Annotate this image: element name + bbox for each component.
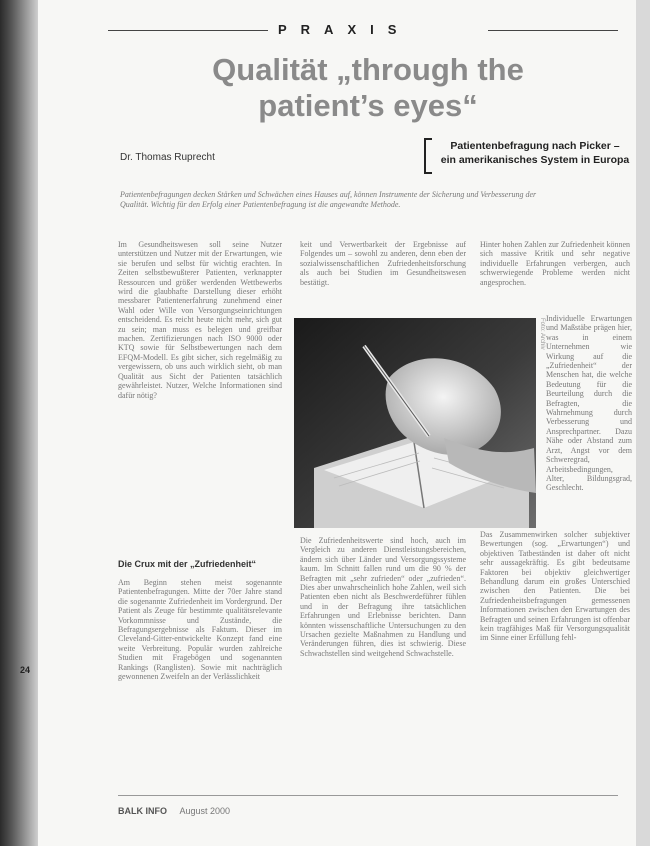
lead-paragraph: Patientenbefragungen decken Stärken und Schwächen eines Hauses auf, können Instrumente der Sicherung und Verbesserung der Qualität. Wichtig für den Erfolg einer Patientenbefragung ist die angewandte Methode. xyxy=(120,190,537,209)
column-3-text-mid: Individuelle Erwartungen und Maßstäbe prägen hier, was in einem Unternehmen wie Wirkung auf die „Zufriedenheit“ der Menschen hat, die welche Bedeutung für die Beurteilung durch die Befragten, die Wahrnehmung durch Verbesserung und Ansprechpartner. Dazu Nähe oder Abstand zum Arzt, Angst vor dem Schweregrad, Arbeitsbedingungen, Alter, Bildungsgrad, Geschlecht. xyxy=(546,314,632,493)
footer-brand: BALK INFO xyxy=(118,806,167,816)
column-3-text-bottom: Das Zusammenwirken solcher subjektiver Bewertungen (sog. „Erwartungen“) und objektiven Tatbeständen ist daher oft nicht sehr aussagekräftig. Es gibt bedeutsame Faktoren bei objektiv gleichwertiger Behandlung darum ein großes Unterschied zwischen den Patienten. Die bei Zufriedenheitsbefragungen gemessenen Informationen zwischen den Erwartungen des Befragten und seinen Erfahrungen ist offenbar kein tragfähiges Maß für Versorgungsqualität im Sinne einer Erfüllung fehl- xyxy=(480,530,630,643)
header-rule-left xyxy=(108,30,268,31)
author-name: Dr. Thomas Ruprecht xyxy=(120,152,215,163)
column-2-text-bottom: Die Zufriedenheitswerte sind hoch, auch im Vergleich zu anderen Dienstleistungsbereichen, ändern sich über Länder und Versorgungssysteme kaum. Im Schnitt fallen rund um die 90 % der Befragten mit „sehr zufrieden“ oder „zufrieden“. Dies aber unwahrscheinlich hohe Zahlen, weil sich Patienten eben nicht als Beschwerdeführer fühlen und in der Befragung ihre tatsächlichen Erfahrungen und Erlebnisse berichten. Dann könnten wissenschaftliche Untersuchungen zu den Ursachen gezielte Maßnahmen zu Handlung und Veränderungen führen, dies ist schwierig. Diese Schwachstellen sind weitgehend Schwachstelle. xyxy=(300,536,466,658)
header-rule-right xyxy=(488,30,618,31)
column-1-text: Im Gesundheitswesen soll seine Nutzer unterstützen und Nutzer mit der Erwartungen, wie sie berufen und selbst für wichtig erachten. In Zeiten selbstbewußterer Patienten, verknappter Ressourcen und größer werdenden Wettbewerbs wird die glaubhafte Darstellung dieser erhöht messbarer Patientenerfahrung zunehmend einer Wahl oder Wille von Versorgungseinrichtungen entscheidend. Es reicht heute nicht mehr, sich gut zu sein; man muss es belegen und greifbar machen. Zertifizierungen nach ISO 9000 oder KTQ sowie für Selbstbewertungen nach dem EFQM-Modell. Es gibt sicher, sich regelmäßig zu vergewissern, ob uns auch wirklich sieht, ob man Qualität aus Sicht der Patienten tatsächlich gewährleistet. Nutzer, Welche Informationen sind dafür nötig? xyxy=(118,240,282,400)
page-gutter-shadow xyxy=(0,0,38,846)
column-3-text-top: Hinter hohen Zahlen zur Zufriedenheit können sich massive Kritik und sehr negative individuelle Erfahrungen verbergen, auch schwerwiegende Probleme werden nicht angesprochen. xyxy=(480,240,630,287)
column-2-text-top: keit und Verwertbarkeit der Ergebnisse auf Folgendes um – sowohl zu anderen, denn eben der sozialwissenschaftlichen Zufriedenheitsforschung als auch bei Studien im Gesundheitswesen bestätigt. xyxy=(300,240,466,287)
footer xyxy=(118,806,230,816)
section-heading: Die Crux mit der „Zufriedenheit“ xyxy=(118,559,257,569)
footer-date: August 2000 xyxy=(179,806,231,816)
bracket-left xyxy=(424,138,432,174)
photo-writing-hand xyxy=(294,318,536,528)
subtitle-box xyxy=(424,138,636,172)
article-title xyxy=(188,52,548,124)
subtitle-line-1: Patientenbefragung nach Picker – xyxy=(450,140,620,152)
title-line-2: patient’s eyes“ xyxy=(258,88,478,123)
footer-rule xyxy=(118,795,618,796)
column-1-text-lower: Am Beginn stehen meist sogenannte Patientenbefragungen. Mitte der 70er Jahre stand die sogenannte Zufriedenheit im Vordergrund. Der Patient als Zeuge für bestimmte qualitätsrelevante Vorkommnisse und Zustände, die Befragungsergebnisse als Faktum. Dieser im Cleveland-Gitter-entwickelte Konzept fand eine weite Verbreitung. Populär wurden zahlreiche Studien mit Fragebögen und sogenannten Rankings (Ranglisten). Sowie mit nachträglich gewonnenen Zweifeln an der Verlässlichkeit xyxy=(118,578,282,682)
page-number: 24 xyxy=(20,665,31,675)
section-label: PRAXIS xyxy=(278,22,411,37)
photo-credit: Foto: Archiv xyxy=(539,318,545,350)
title-line-1: Qualität „through the xyxy=(212,52,524,87)
magazine-page xyxy=(38,0,636,846)
article-subtitle xyxy=(436,139,634,167)
subtitle-line-2: ein amerikanisches System in Europa xyxy=(440,154,630,166)
